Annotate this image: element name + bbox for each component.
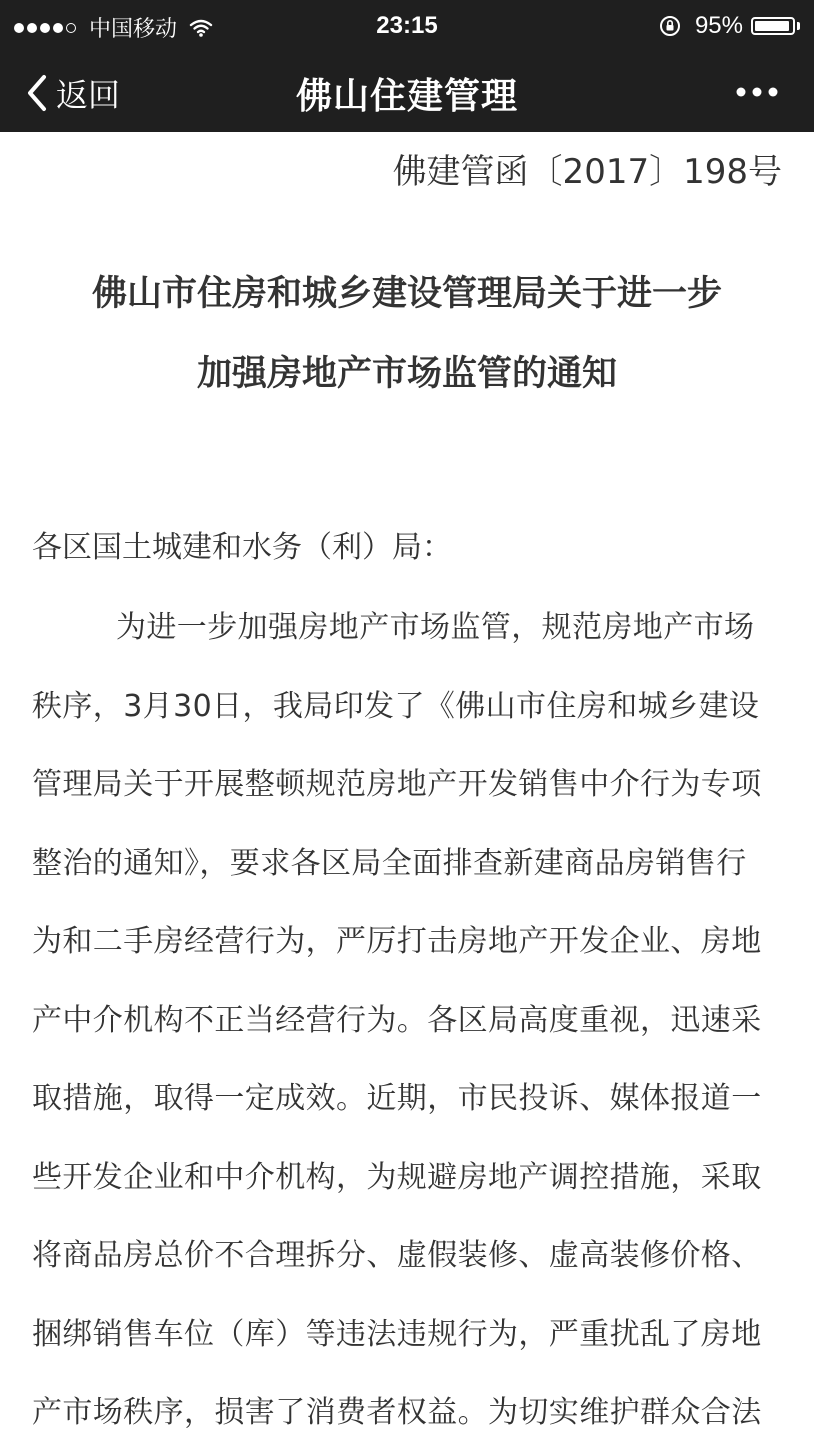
- body-line: 取措施，取得一定成效。近期，市民投诉、媒体报道一: [32, 1081, 762, 1116]
- more-dots-icon[interactable]: [736, 82, 778, 102]
- article-title-line-2: 加强房地产市场监管的通知: [196, 354, 617, 394]
- status-bar: [0, 0, 814, 52]
- nav-bar: [0, 52, 814, 132]
- body-line: 整治的通知》，要求各区局全面排查新建商品房销售行: [32, 845, 747, 881]
- body-line: 为进一步加强房地产市场监管，规范房地产市场: [116, 610, 755, 645]
- battery-cap: [797, 22, 800, 30]
- salutation: 各区国土城建和水务（利）局：: [32, 530, 452, 565]
- page-title: 佛山住建管理: [295, 76, 518, 117]
- article-title-line-1: 佛山市住房和城乡建设管理局关于进一步: [91, 274, 722, 314]
- status-time: 23:15: [376, 12, 438, 39]
- back-label: 返回: [56, 76, 121, 114]
- body-line: 为和二手房经营行为，严厉打击房地产开发企业、房地: [32, 924, 762, 959]
- carrier-name: 中国移动: [89, 17, 178, 42]
- rotation-lock-icon: [659, 15, 681, 37]
- battery-icon: [751, 17, 795, 35]
- document-number: 佛建管函〔2017〕198号: [392, 152, 782, 192]
- body-line: 些开发企业和中介机构，为规避房地产调控措施，采取: [32, 1159, 762, 1195]
- body-line: 管理局关于开展整顿规范房地产开发销售中介行为专项: [32, 767, 762, 802]
- body-line: 产中介机构不正当经营行为。各区局高度重视，迅速采: [32, 1002, 762, 1038]
- body-line: 捆绑销售车位（库）等违法违规行为，严重扰乱了房地: [32, 1316, 762, 1352]
- body-line: 产市场秩序，损害了消费者权益。为切实维护群众合法: [32, 1395, 762, 1430]
- body-line: 将商品房总价不合理拆分、虚假装修、虚高装修价格、: [32, 1238, 762, 1273]
- battery-percent: 95%: [694, 12, 743, 39]
- status-right: [659, 12, 800, 40]
- body-line: 秩序，3月30日，我局印发了《佛山市住房和城乡建设: [32, 688, 760, 724]
- battery-fill: [755, 21, 789, 31]
